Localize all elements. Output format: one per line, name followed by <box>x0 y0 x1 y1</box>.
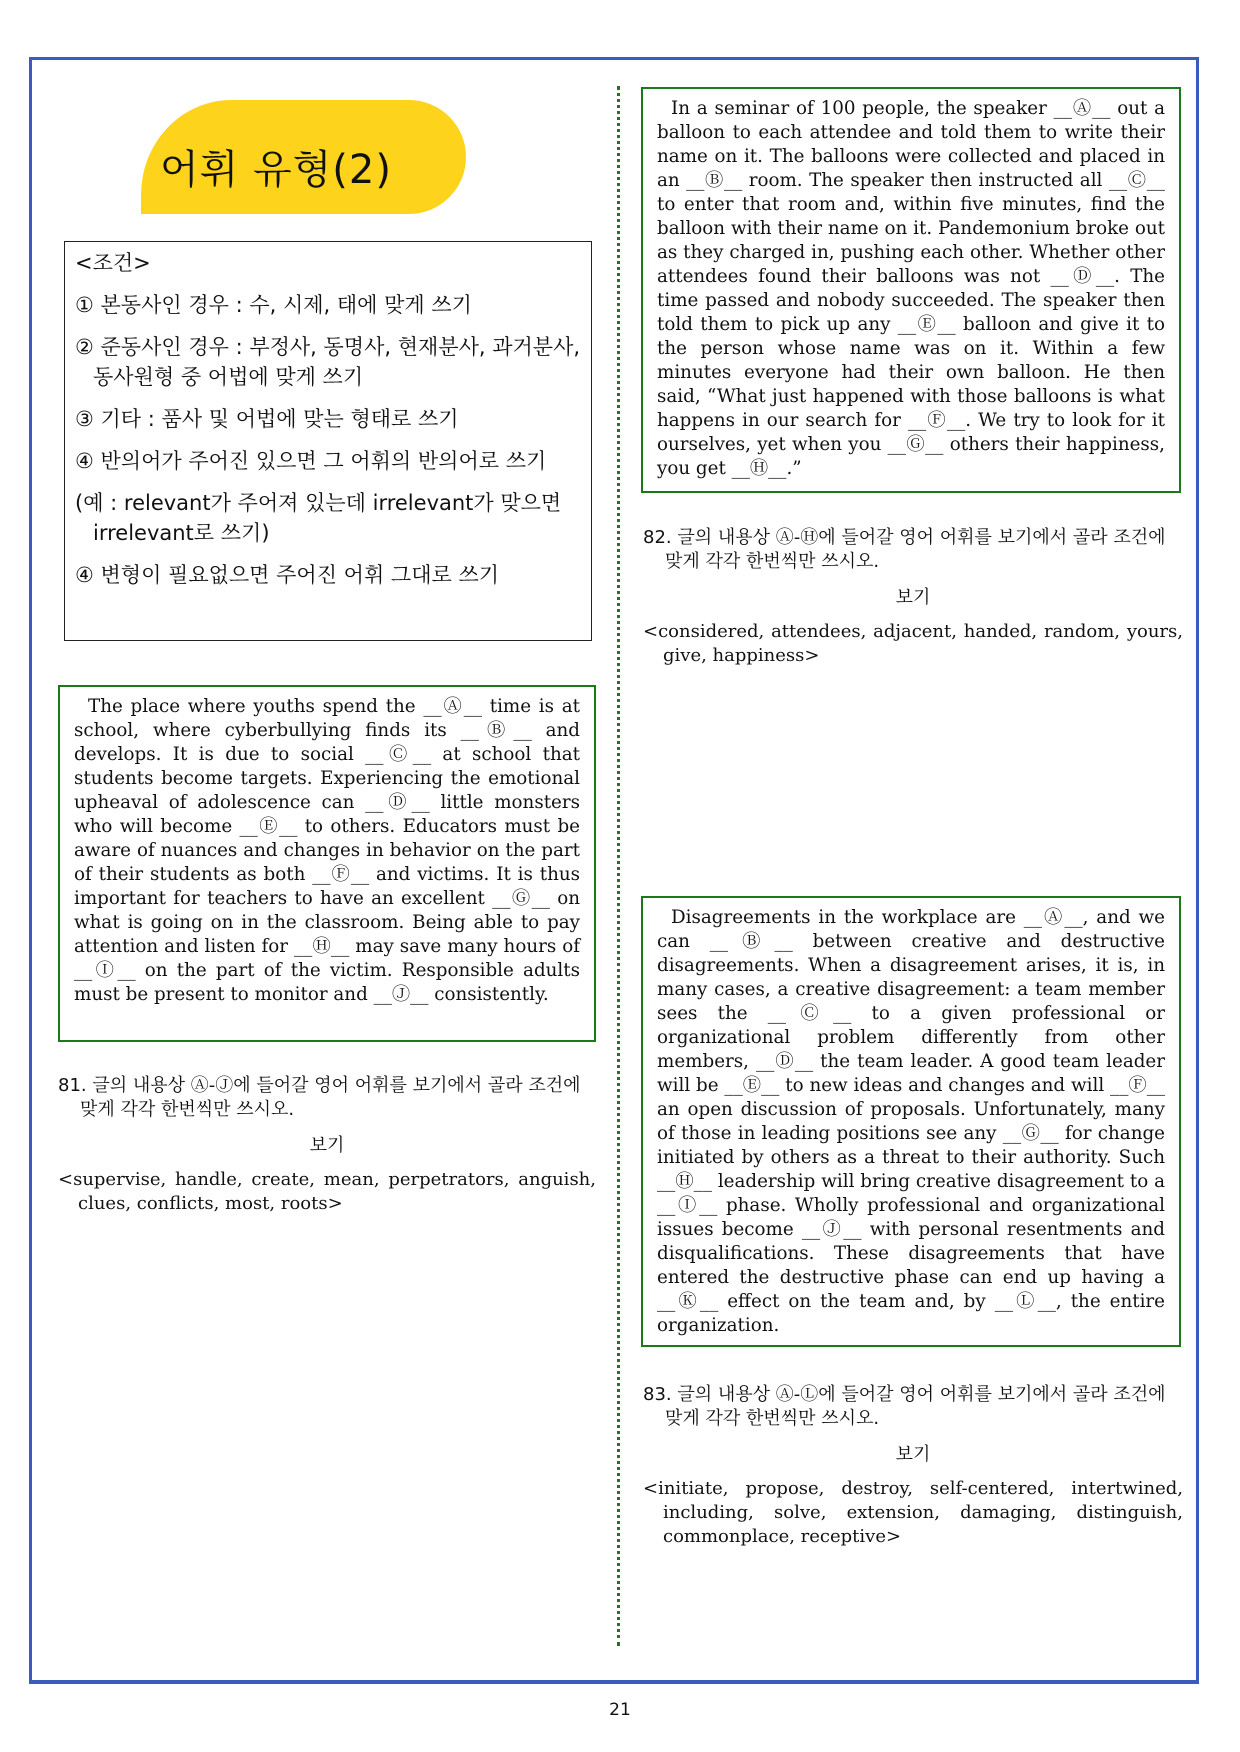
column-divider <box>617 86 620 1646</box>
question-text: 81. 글의 내용상 Ⓐ-Ⓙ에 들어갈 영어 어휘를 보기에서 골라 조건에 맞게 각각 한번씩만 쓰시오. <box>58 1075 581 1120</box>
passage-83 <box>641 896 1181 1347</box>
condition-example: (예 : relevant가 주어져 있는데 irrelevant가 맞으면 irrelevant로 쓰기) <box>75 491 562 545</box>
conditions-box <box>64 241 592 641</box>
page-number: 21 <box>609 1700 631 1720</box>
condition-item: ② 준동사인 경우 : 부정사, 동명사, 현재분사, 과거분사, 동사원형 중 어법에 맞게 쓰기 <box>75 335 581 389</box>
conditions-header: <조건> <box>75 251 151 275</box>
passage-81 <box>58 685 596 1042</box>
bogi-label: 보기 <box>895 587 931 608</box>
bogi-label: 보기 <box>895 1444 931 1465</box>
passage-text: In a seminar of 100 people, the speaker __Ⓐ__ out a balloon to each attendee and told them to write their name on it. The balloons were collected and placed in an __Ⓑ__ room. The speaker then instructed all __Ⓒ__ to enter that room and, within five minutes, find the balloon with their name on it. Pandemonium broke out as they charged in, pushing each other. Whether other attendees found their balloons was not __Ⓓ__. The time passed and nobody succeeded. The speaker then told them to pick up any __Ⓔ__ balloon and give it to the person whose name was on it. Within a few minutes everyone had their own balloon. He then said, “What just happened with those balloons is what happens in our search for __Ⓕ__. We try to look for it ourselves, yet when you __Ⓖ__ others their happiness, you get __Ⓗ__.” <box>657 98 1165 479</box>
bogi-word-list: <supervise, handle, create, mean, perpetrators, anguish, clues, conflicts, most, roots> <box>58 1169 596 1214</box>
condition-item: ④ 변형이 필요없으면 주어진 어휘 그대로 쓰기 <box>75 563 500 587</box>
passage-82 <box>641 87 1181 493</box>
question-83 <box>643 1383 1183 1549</box>
condition-item: ① 본동사인 경우 : 수, 시제, 태에 맞게 쓰기 <box>75 293 472 317</box>
page-title: 어휘 유형(2) <box>160 147 392 193</box>
passage-text: Disagreements in the workplace are __Ⓐ__, and we can __Ⓑ__ between creative and destructive disagreements. When a disagreement arises, it is, in many cases, a creative disagreement: a team member sees the __Ⓒ__ to a given professional or organizational problem differently from other members, __Ⓓ__ the team leader. A good team leader will be __Ⓔ__ to new ideas and changes and will __Ⓕ__ an open discussion of proposals. Unfortunately, many of those in leading positions see any __Ⓖ__ for change initiated by others as a threat to their authority. Such __Ⓗ__ leadership will bring creative disagreement to a __Ⓘ__ phase. Wholly professional and organizational issues become __Ⓙ__ with personal resentments and disqualifications. These disagreements that have entered the destructive phase can end up having a __Ⓚ__ effect on the team and, by __Ⓛ__, the entire organization. <box>657 907 1165 1336</box>
question-82 <box>643 526 1183 668</box>
bogi-label: 보기 <box>309 1135 345 1156</box>
passage-text: The place where youths spend the __Ⓐ__ time is at school, where cyberbullying finds its __Ⓑ__ and develops. It is due to social __Ⓒ__ at school that students become targets. Experiencing the emotional upheaval of adolescence can __Ⓓ__ little monsters who will become __Ⓔ__ to others. Educators must be aware of nuances and changes in behavior on the part of their students as both __Ⓕ__ and victims. It is thus important for teachers to have an excellent __Ⓖ__ on what is going on in the classroom. Being able to pay attention and listen for __Ⓗ__ may save many hours of __Ⓘ__ on the part of the victim. Responsible adults must be present to monitor and __Ⓙ__ consistently. <box>74 696 580 1005</box>
question-81 <box>58 1074 596 1216</box>
condition-item: ④ 반의어가 주어진 있으면 그 어휘의 반의어로 쓰기 <box>75 449 547 473</box>
question-text: 83. 글의 내용상 Ⓐ-Ⓛ에 들어갈 영어 어휘를 보기에서 골라 조건에 맞게 각각 한번씩만 쓰시오. <box>643 1384 1166 1429</box>
bogi-word-list: <initiate, propose, destroy, self-centered, intertwined, including, solve, extension, damaging, distinguish, commonplace, receptive> <box>643 1478 1183 1547</box>
condition-item: ③ 기타 : 품사 및 어법에 맞는 형태로 쓰기 <box>75 407 459 431</box>
bogi-word-list: <considered, attendees, adjacent, handed, random, yours, give, happiness> <box>643 621 1183 666</box>
question-text: 82. 글의 내용상 Ⓐ-Ⓗ에 들어갈 영어 어휘를 보기에서 골라 조건에 맞게 각각 한번씩만 쓰시오. <box>643 527 1166 572</box>
